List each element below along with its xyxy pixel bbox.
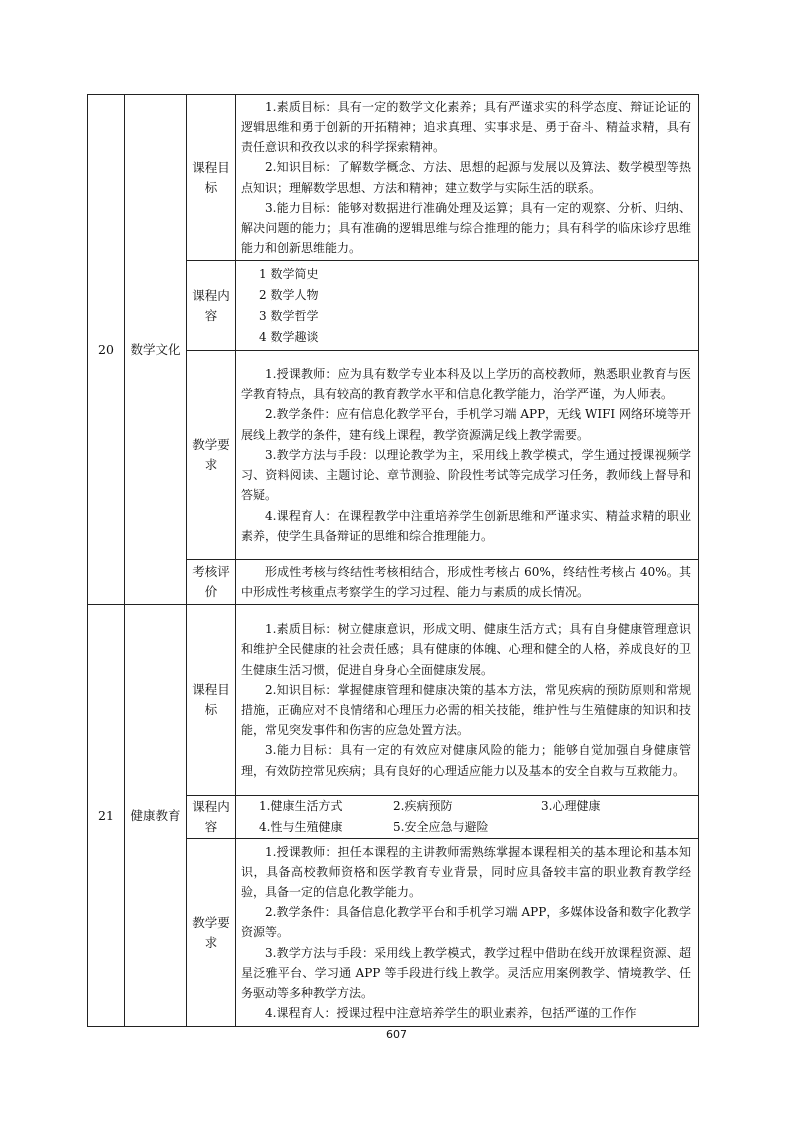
course-name: 健康教育 [125,605,187,1027]
paragraph: 3.能力目标：能够对数据进行准确处理及运算；具有一定的观察、分析、归纳、解决问题的能力；具有准确的逻辑思维与综合推理的能力；具有科学的临床诊疗思维能力和创新思维能力。 [241,200,691,256]
paragraph: 2.教学条件：具备信息化教学平台和手机学习端 APP，多媒体设备和数字化教学资源等。 [241,905,691,940]
list-item: 5.安全应急与避险 [393,820,489,834]
paragraph: 3.教学方法与手段：采用线上教学模式，教学过程中借助在线开放课程资源、超星泛雅平台、学习通 APP 等手段进行线上教学。灵活应用案例教学、情境教学、任务驱动等多种教学方法。 [241,945,691,1000]
list-item: 1 数学简史 [259,266,319,281]
paragraph: 2.知识目标：掌握健康管理和健康决策的基本方法，常见疾病的预防原则和常规措施，正确应对不良情绪和心理压力必需的相关技能，维护性与生殖健康的知识和技能，常见突发事件和伤害的应急处置方法。 [241,682,691,738]
section-content-assessment [236,560,699,605]
paragraph: 1.授课教师：担任本课程的主讲教师需熟练掌握本课程相关的基本理论和基本知识，具备高校教师资格和医学教育专业背景，同时应具备较丰富的职业教育教学经验，具备一定的信息化教学能力。 [241,844,691,899]
row-number: 21 [88,605,125,1027]
table-row [88,95,699,261]
paragraph: 3.教学方法与手段：以理论教学为主，采用线上教学模式，学生通过授课视频学习、资料阅读、主题讨论、章节测验、阶段性考试等完成学习任务，教师线上督导和答疑。 [241,447,691,503]
list-item: 2.疾病预防 [393,799,453,813]
course-table [87,94,699,1027]
table-row [88,605,699,796]
paragraph: 形成性考核与终结性考核相结合，形成性考核占 60%，终结性考核占 40%。其中形成性考核重点考察学生的学习过程、能力与素质的成长情况。 [241,564,691,599]
list-item: 2 数学人物 [259,287,319,302]
paragraph: 2.教学条件：应有信息化教学平台，手机学习端 APP，无线 WIFI 网络环境等开展线上教学的条件，建有线上课程，教学资源满足线上教学需要。 [241,407,691,442]
content-grid [241,796,691,838]
list-item: 4 数学趣谈 [259,329,319,344]
list-item: 4.性与生殖健康 [259,820,343,834]
paragraph: 1.素质目标：具有一定的数学文化素养；具有严谨求实的科学态度、辩证论证的逻辑思维和勇于创新的开拓精神；追求真理、实事求是、勇于奋斗、精益求精，具有责任意识和孜孜以求的科学探索精神。 [241,99,691,155]
section-content-requirements [236,351,699,560]
section-content-content [236,796,699,839]
section-label-requirements: 教学要求 [187,839,236,1027]
section-content-goals [236,605,699,796]
section-label-content: 课程内容 [187,796,236,839]
paragraph: 3.能力目标：具有一定的有效应对健康风险的能力；能够自觉加强自身健康管理，有效防控常见疾病；具有良好的心理适应能力以及基本的安全自救与互救能力。 [241,743,691,778]
list-item: 1.健康生活方式 [259,799,343,813]
section-label-assessment: 考核评价 [187,560,236,605]
paragraph: 4.课程育人：在课程教学中注重培养学生创新思维和严谨求实、精益求精的职业素养，使学生具备辩证的思维和综合推理能力。 [241,508,691,543]
section-content-goals [236,95,699,261]
page-number: 607 [386,1028,407,1041]
paragraph: 1.素质目标：树立健康意识，形成文明、健康生活方式；具有自身健康管理意识和维护全民健康的社会责任感；具有健康的体魄、心理和健全的人格，养成良好的卫生健康生活习惯，促进自身身心全面健康发展。 [241,622,691,677]
list-item: 3.心理健康 [541,799,601,813]
section-label-goals: 课程目标 [187,95,236,261]
section-content-content [236,261,699,351]
paragraph: 4.课程育人：授课过程中注意培养学生的职业素养，包括严谨的工作作 [265,1006,637,1021]
section-label-content: 课程内容 [187,261,236,351]
course-name: 数学文化 [125,95,187,605]
list-item: 3 数学哲学 [259,308,319,323]
section-content-requirements [236,839,699,1027]
section-label-requirements: 教学要求 [187,351,236,560]
paragraph: 2.知识目标：了解数学概念、方法、思想的起源与发展以及算法、数学模型等热点知识；理解数学思想、方法和精神；建立数学与实际生活的联系。 [241,160,691,195]
row-number: 20 [88,95,125,605]
paragraph: 1.授课教师：应为具有数学专业本科及以上学历的高校教师，熟悉职业教育与医学教育特点，具有较高的教育教学水平和信息化教学能力，治学严谨，为人师表。 [241,367,691,402]
section-label-goals: 课程目标 [187,605,236,796]
